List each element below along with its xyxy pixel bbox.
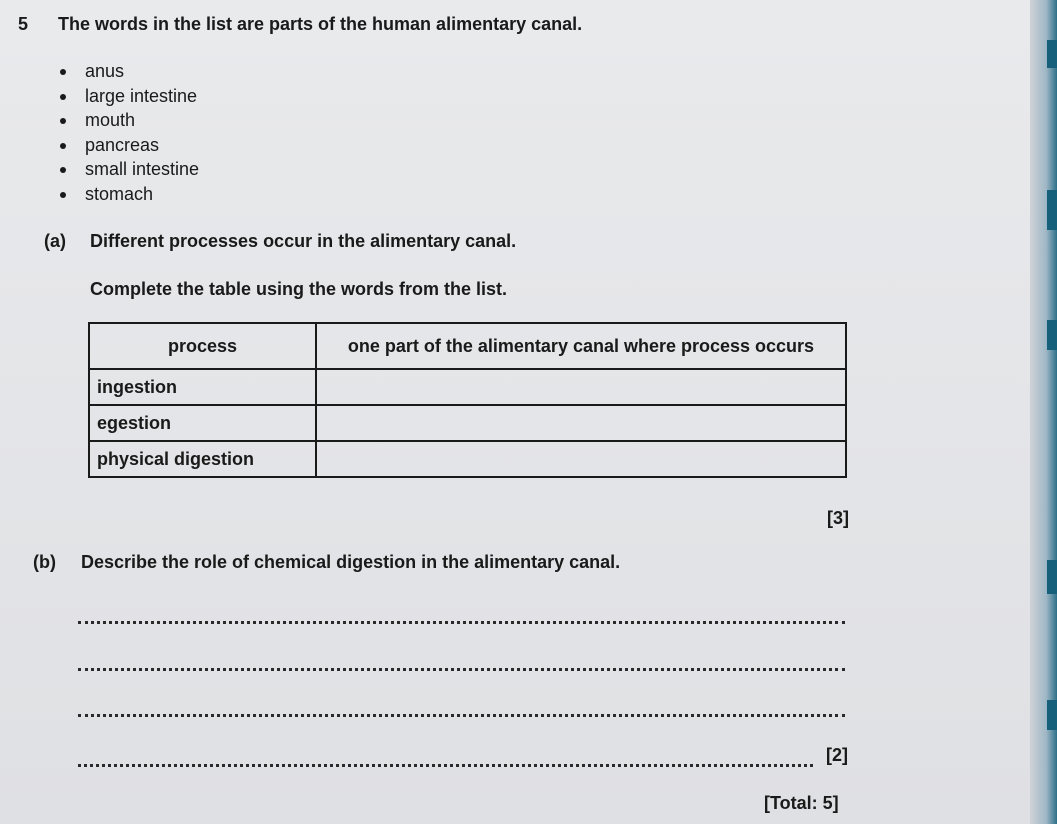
list-item: mouth bbox=[60, 108, 199, 133]
page-edge bbox=[1030, 0, 1057, 824]
process-table bbox=[88, 322, 847, 478]
bullet-icon bbox=[60, 118, 66, 124]
process-cell: physical digestion bbox=[89, 441, 316, 477]
answer-cell[interactable] bbox=[316, 369, 846, 405]
part-a-marks: [3] bbox=[827, 508, 849, 528]
answer-line[interactable] bbox=[78, 621, 845, 624]
bullet-icon bbox=[60, 69, 66, 75]
table-row bbox=[89, 405, 846, 441]
process-cell: egestion bbox=[89, 405, 316, 441]
bullet-icon bbox=[60, 94, 66, 100]
answer-line[interactable] bbox=[78, 714, 845, 717]
header-process: process bbox=[89, 323, 316, 369]
answer-cell[interactable] bbox=[316, 441, 846, 477]
binder-tab bbox=[1047, 700, 1057, 730]
list-item: large intestine bbox=[60, 84, 199, 109]
part-b-text: Describe the role of chemical digestion in the alimentary canal. bbox=[81, 552, 621, 572]
answer-line[interactable] bbox=[78, 764, 813, 767]
bullet-icon bbox=[60, 167, 66, 173]
answer-cell[interactable] bbox=[316, 405, 846, 441]
question-number: 5 bbox=[18, 14, 29, 34]
binder-tab bbox=[1047, 190, 1057, 230]
list-item: anus bbox=[60, 59, 199, 84]
part-a-instruction: Complete the table using the words from the list. bbox=[90, 279, 508, 299]
total-marks: [Total: 5] bbox=[764, 793, 839, 813]
bullet-icon bbox=[60, 192, 66, 198]
question-stem: The words in the list are parts of the human alimentary canal. bbox=[58, 14, 583, 34]
binder-tab bbox=[1047, 320, 1057, 350]
binder-tab bbox=[1047, 40, 1057, 68]
table-row bbox=[89, 369, 846, 405]
part-b-marks: [2] bbox=[826, 745, 848, 765]
table-row bbox=[89, 441, 846, 477]
word-list bbox=[60, 59, 199, 207]
process-cell: ingestion bbox=[89, 369, 316, 405]
part-b-label: (b) bbox=[33, 552, 56, 572]
list-item: stomach bbox=[60, 182, 199, 207]
part-a-text: Different processes occur in the alimentary canal. bbox=[90, 231, 517, 251]
bullet-icon bbox=[60, 143, 66, 149]
list-item: pancreas bbox=[60, 133, 199, 158]
header-part: one part of the alimentary canal where process occurs bbox=[316, 323, 846, 369]
part-a-label: (a) bbox=[44, 231, 66, 251]
answer-line[interactable] bbox=[78, 668, 845, 671]
table-header-row bbox=[89, 323, 846, 369]
binder-tab bbox=[1047, 560, 1057, 594]
list-item: small intestine bbox=[60, 157, 199, 182]
